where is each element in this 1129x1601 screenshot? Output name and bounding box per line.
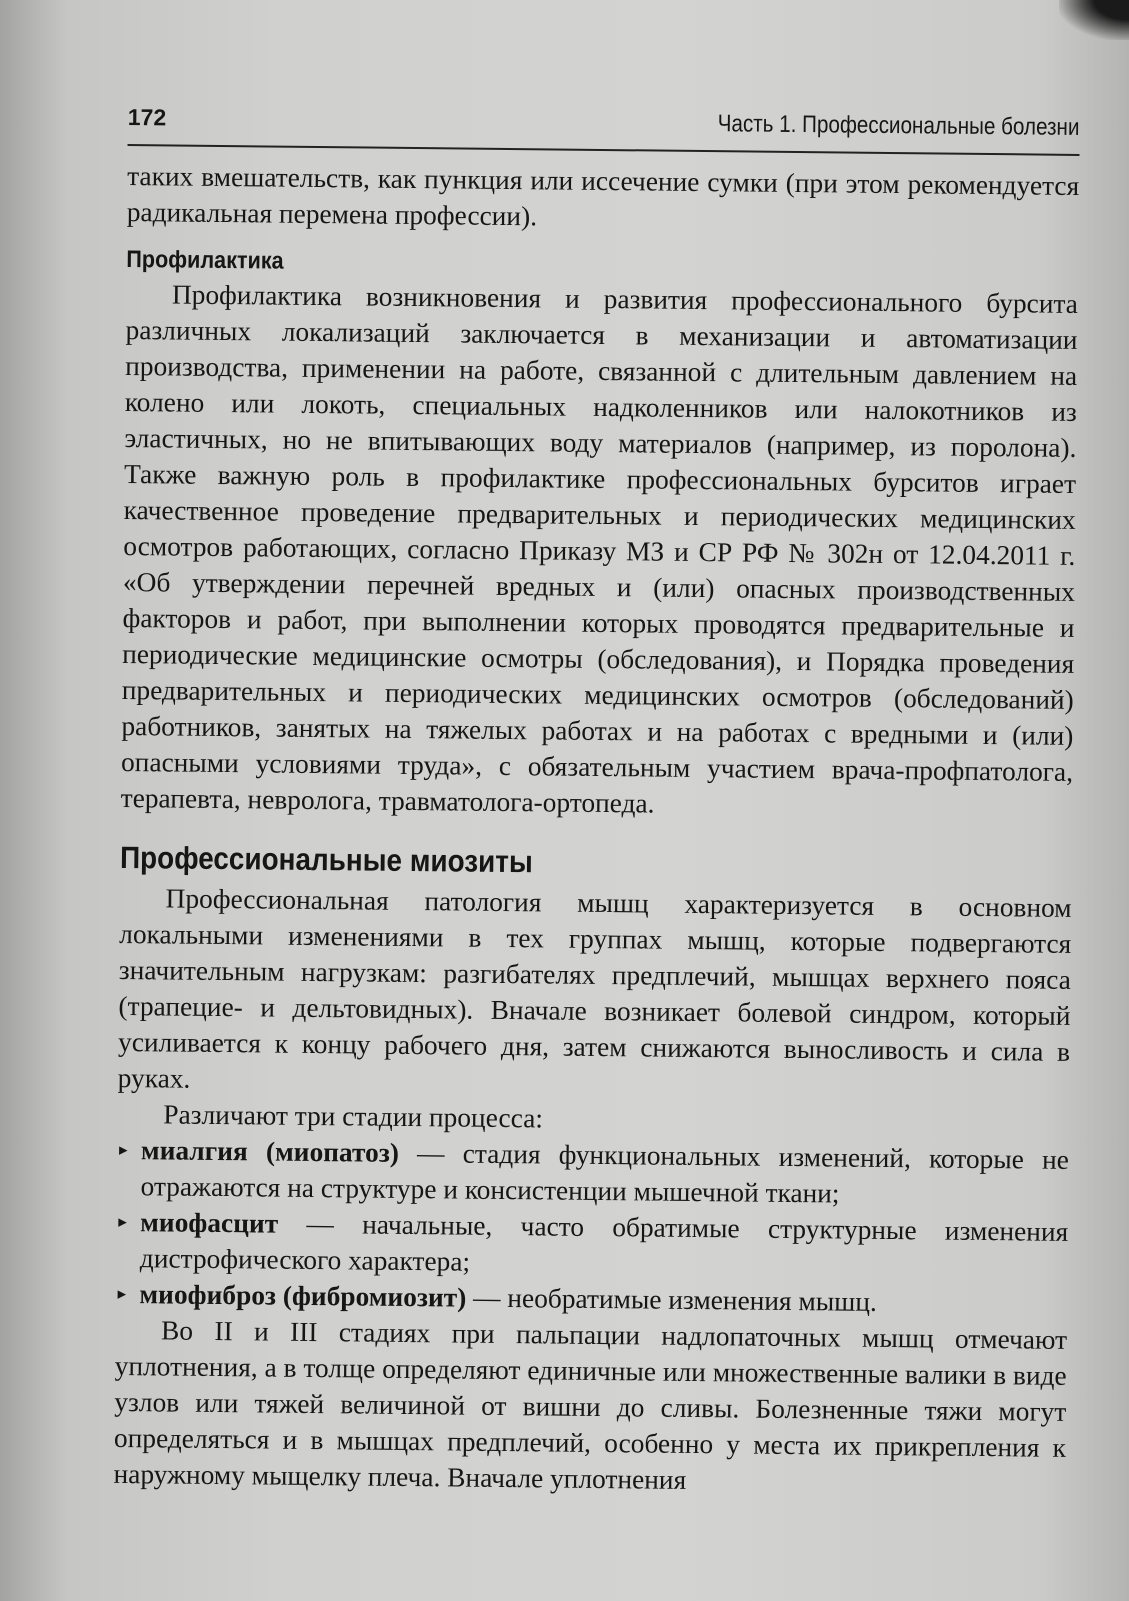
bullet-arrow-icon: ▸	[118, 1139, 128, 1161]
bullet-arrow-icon: ▸	[118, 1211, 127, 1233]
corner-shadow	[1059, 0, 1129, 40]
page-number: 172	[127, 103, 167, 131]
stage-description: — необратимые изменения мышц.	[466, 1282, 877, 1317]
continuation-paragraph: таких вмешательств, как пункция или иссечение сумки (при этом рекомендуется радикальная перемена профессии).	[126, 160, 1080, 232]
myositis-paragraph-2: Во II и III стадиях при пальпации надлопаточных мышц отмечают уплотнения, а в толще определяют единичные или множественные валики в виде узлов или тяжей величиной от вишни до сливы. Болезненные тяжи могут определяться и в мышцах предплечий, особенно у места их прикрепления к наружному мыщелку плеча. Вначале уплотнения	[113, 1315, 1068, 1495]
stages-intro: Различают три стадии процесса:	[163, 1099, 544, 1134]
stage-description: — стадия функциональных изменений, которые не отражаются на структуре и консистенции мышечной ткани;	[140, 1137, 1070, 1209]
book-page	[113, 100, 1080, 1502]
stage-term: миофасцит	[140, 1207, 279, 1239]
running-head	[128, 100, 1080, 156]
running-title: Часть 1. Профессиональные болезни	[717, 110, 1080, 141]
stages-list	[115, 1132, 1069, 1322]
list-item	[116, 1204, 1069, 1286]
stage-description: — начальные, часто обратимые структурные изменения дистрофического характера;	[139, 1208, 1069, 1277]
list-item	[116, 1132, 1069, 1214]
stage-term: миофиброз (фибромиозит)	[139, 1279, 467, 1313]
bullet-arrow-icon: ▸	[117, 1283, 127, 1305]
prophylaxis-heading: Профилактика	[126, 245, 284, 275]
myositis-heading: Профессиональные миозиты	[119, 839, 533, 880]
prophylaxis-paragraph: Профилактика возникновения и развития профессионального бурсита различных локализаций заключается в механизации и автоматизации производства, применении на работе, связанной с длительным давлением на колено или локоть, специальных надколенников или налокотников из эластичных, но не впитывающих воду материалов (например, из поролона). Также важную роль в профилактике профессиональных бурситов играет качественное проведение предварительных и периодических медицинских осмотров работающих, согласно Приказу МЗ и СР РФ № 302н от 12.04.2011 г. «Об утверждении перечней вредных и (или) опасных производственных факторов и работ, при выполнении которых проводятся предварительные и периодические медицинские осмотры (обследования), и Порядка проведения предварительных и периодических медицинских осмотров (обследований) работников, занятых на тяжелых работах и на работах с вредными и (или) опасными условиями труда», с обязательным участием врача-профпатолога, терапевта, невролога, травматолога-ортопеда.	[120, 279, 1079, 819]
myositis-paragraph-1: Профессиональная патология мышц характеризуется в основном локальными изменениями в тех группах мышц, которые подвергаются значительным нагрузкам: разгибателях предплечий, мышцах верхнего пояса (трапецие- и дельтовидных). Вначале возникает болевой синдром, который усиливается к концу рабочего дня, затем снижаются выносливость и сила в руках.	[117, 883, 1072, 1094]
stage-term: миалгия (миопатоз)	[140, 1135, 400, 1168]
